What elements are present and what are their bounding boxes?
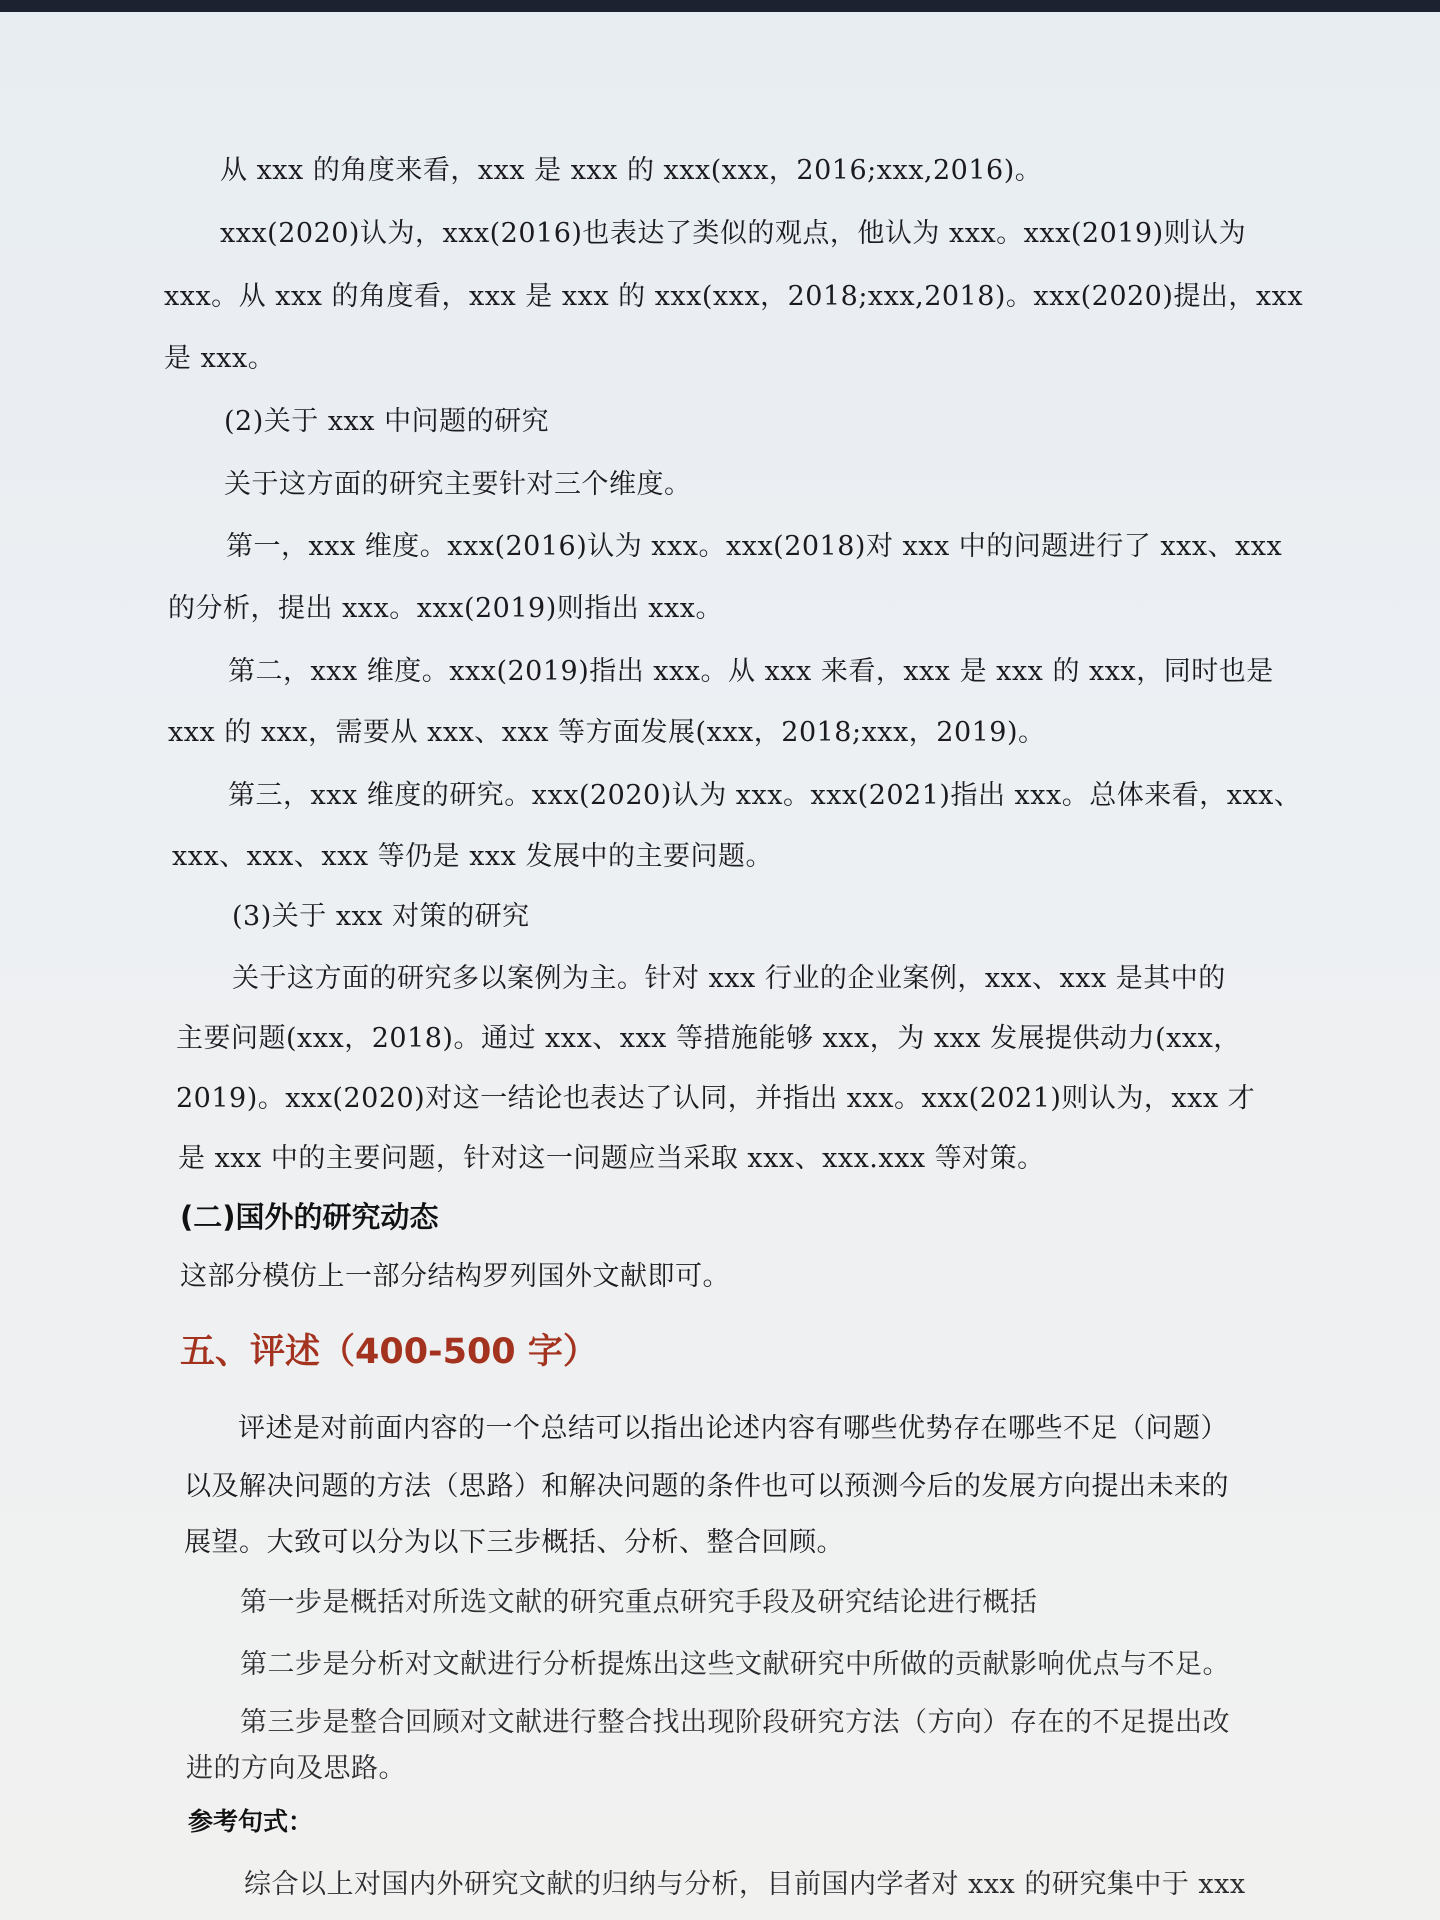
paragraph-line: xxx(2020)认为，xxx(2016)也表达了类似的观点，他认为 xxx。xxx(2019)则认为 bbox=[220, 218, 1247, 249]
paragraph-line: 以及解决问题的方法（思路）和解决问题的条件也可以预测今后的发展方向提出未来的 bbox=[184, 1471, 1229, 1502]
paragraph-line: 展望。大致可以分为以下三步概括、分析、整合回顾。 bbox=[184, 1527, 844, 1558]
paragraph-line: xxx、xxx、xxx 等仍是 xxx 发展中的主要问题。 bbox=[172, 841, 773, 872]
paragraph-line: 第二，xxx 维度。xxx(2019)指出 xxx。从 xxx 来看，xxx 是 xxx 的 xxx，同时也是 bbox=[228, 656, 1274, 687]
section-heading-foreign-research: (二)国外的研究动态 bbox=[180, 1200, 439, 1234]
paragraph-line: 是 xxx 中的主要问题，针对这一问题应当采取 xxx、xxx.xxx 等对策。 bbox=[178, 1143, 1045, 1174]
paragraph-line: xxx。从 xxx 的角度看，xxx 是 xxx 的 xxx(xxx，2018;xxx,2018)。xxx(2020)提出，xxx bbox=[164, 281, 1304, 312]
document-page bbox=[0, 12, 1440, 1920]
paragraph-line: 第三，xxx 维度的研究。xxx(2020)认为 xxx。xxx(2021)指出 xxx。总体来看，xxx、 bbox=[228, 780, 1302, 811]
paragraph-line: 关于这方面的研究多以案例为主。针对 xxx 行业的企业案例，xxx、xxx 是其中的 bbox=[232, 963, 1226, 994]
reference-sentence-label: 参考句式： bbox=[188, 1807, 314, 1836]
paragraph-line: 这部分模仿上一部分结构罗列国外文献即可。 bbox=[180, 1261, 730, 1292]
screen-top-edge bbox=[0, 0, 1440, 12]
paragraph-line: 从 xxx 的角度来看，xxx 是 xxx 的 xxx(xxx，2016;xxx,2016)。 bbox=[220, 155, 1043, 186]
subsection-heading: (2)关于 xxx 中问题的研究 bbox=[224, 406, 550, 437]
subsection-heading: (3)关于 xxx 对策的研究 bbox=[232, 901, 530, 932]
paragraph-line: xxx 的 xxx，需要从 xxx、xxx 等方面发展(xxx，2018;xxx，2019)。 bbox=[168, 717, 1046, 748]
paragraph-line: 2019)。xxx(2020)对这一结论也表达了认同，并指出 xxx。xxx(2021)则认为，xxx 才 bbox=[176, 1083, 1256, 1114]
paragraph-line: 进的方向及思路。 bbox=[186, 1753, 406, 1784]
paragraph-line: 关于这方面的研究主要针对三个维度。 bbox=[224, 469, 692, 500]
paragraph-line: 第一步是概括对所选文献的研究重点研究手段及研究结论进行概括 bbox=[240, 1587, 1038, 1618]
paragraph-line: 的分析，提出 xxx。xxx(2019)则指出 xxx。 bbox=[168, 593, 723, 624]
paragraph-line: 评述是对前面内容的一个总结可以指出论述内容有哪些优势存在哪些不足（问题） bbox=[238, 1413, 1228, 1444]
paragraph-line: 是 xxx。 bbox=[164, 343, 276, 374]
paragraph-line: 综合以上对国内外研究文献的归纳与分析，目前国内学者对 xxx 的研究集中于 xxx bbox=[244, 1869, 1246, 1900]
paragraph-line: 第一，xxx 维度。xxx(2016)认为 xxx。xxx(2018)对 xxx 中的问题进行了 xxx、xxx bbox=[226, 531, 1283, 562]
section-heading-review: 五、评述（400-500 字） bbox=[180, 1332, 598, 1372]
paragraph-line: 第二步是分析对文献进行分析提炼出这些文献研究中所做的贡献影响优点与不足。 bbox=[240, 1649, 1230, 1680]
paragraph-line: 第三步是整合回顾对文献进行整合找出现阶段研究方法（方向）存在的不足提出改 bbox=[240, 1707, 1230, 1738]
paragraph-line: 主要问题(xxx，2018)。通过 xxx、xxx 等措施能够 xxx，为 xxx 发展提供动力(xxx， bbox=[176, 1023, 1241, 1054]
